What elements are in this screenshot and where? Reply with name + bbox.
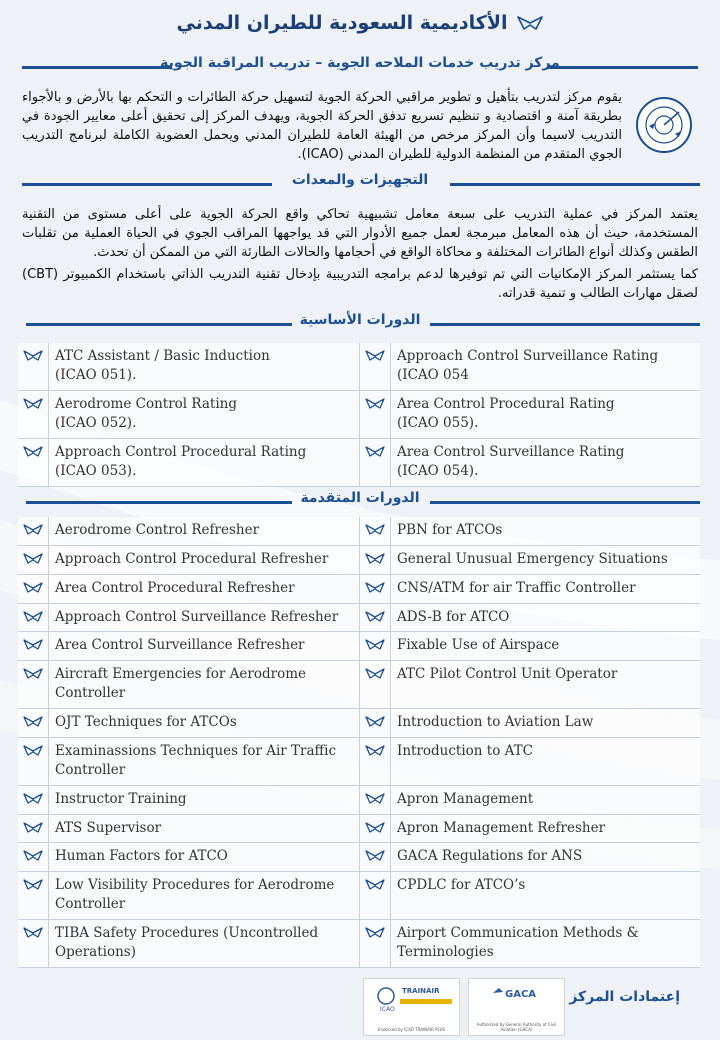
course-cell [359, 843, 700, 871]
course-name: General Unusual Emergency Situations [390, 546, 700, 574]
course-icon [18, 920, 48, 967]
course-name: Examinassions Techniques for Air Traffic Controller [48, 738, 359, 785]
accreditation-label: إعتمادات المركز [569, 989, 680, 1005]
course-icon [18, 815, 48, 842]
course-name: ATC Pilot Control Unit Operator [390, 661, 700, 708]
course-icon [18, 843, 48, 871]
course-cell [18, 632, 359, 660]
course-name: Apron Management [390, 786, 700, 814]
course-icon [18, 439, 48, 486]
course-icon [18, 343, 48, 390]
course-icon [18, 661, 48, 708]
course-name: CPDLC for ATCO’s [390, 872, 700, 919]
footer [0, 975, 720, 1035]
equipment-section-header [0, 172, 720, 196]
course-name: Area Control Procedural Rating (ICAO 055). [390, 391, 700, 438]
aircraft-icon [516, 13, 544, 33]
course-name: Approach Control Procedural Rating (ICAO 053). [48, 439, 359, 486]
course-cell [18, 920, 359, 967]
trainair-emblem-icon [364, 979, 459, 1019]
table-row [18, 920, 700, 968]
trainair-label: TRAINAIR [402, 987, 440, 995]
course-icon [360, 786, 390, 814]
table-row [18, 604, 700, 632]
course-name: Low Visibility Procedures for Aerodrome Controller [48, 872, 359, 919]
table-row [18, 709, 700, 738]
course-cell [359, 920, 700, 967]
course-name: Area Control Procedural Refresher [48, 575, 359, 603]
course-icon [18, 738, 48, 785]
course-name: Introduction to Aviation Law [390, 709, 700, 737]
equipment-paragraph-1: يعتمد المركز في عملية التدريب على سبعة معامل تشبيهية تحاكي واقع الحركة الجوية على أعلى مستوى من التقنية المستخدمة، حيث أن هذه المعامل مبرمجة لعمل جميع الأدوار التي قد يواجهها المراقب الجوي في الحياة العملية من تقلبات الطقس وكذلك أنواع الطائرات المختلفة و محاكاة الواقع في أحجامها والحالات الطارئة التي من الممكن أن تحدث. [22, 207, 698, 260]
basic-courses-heading: الدورات الأساسية [299, 312, 421, 328]
course-cell [359, 439, 700, 486]
gaca-logo [468, 978, 565, 1036]
center-intro: يقوم مركز لتدريب بتأهيل و تطوير مراقبي الحركة الجوية لتسهيل حركة الطائرات و التحكم بها بالأرض و بالأجواء بطريقة آمنة و اقتصادية و تنظيم تسريع تدفق الحركة الجوية، ويهدف المركز إلى تحقيق أعلى معايير الجودة في التدريب لاسيما وأن المركز مرخص من الهيئة العامة للطيران المدني ويحمل العضوية الكاملة لبرنامج التدريب الجوي المتقدم من المنظمة الدولية للطيران المدني (ICAO). [22, 90, 622, 162]
table-row [18, 661, 700, 709]
page-title: الأكاديمية السعودية للطيران المدني [176, 12, 508, 34]
course-cell [18, 661, 359, 708]
course-icon [18, 604, 48, 631]
course-icon [18, 709, 48, 737]
course-cell [359, 546, 700, 574]
course-cell [18, 546, 359, 574]
course-icon [360, 709, 390, 737]
course-icon [360, 343, 390, 390]
course-cell [359, 872, 700, 919]
icao-label: ICAO [380, 1006, 395, 1013]
course-name: Approach Control Procedural Refresher [48, 546, 359, 574]
course-icon [360, 439, 390, 486]
course-icon [18, 517, 48, 545]
course-icon [18, 632, 48, 660]
course-name: Airport Communication Methods & Terminologies [390, 920, 700, 967]
center-heading: مركز تدريب خدمات الملاحه الجوية – تدريب المراقبة الجوية [160, 55, 560, 71]
table-row [18, 575, 700, 604]
course-name: CNS/ATM for air Traffic Controller [390, 575, 700, 603]
table-row [18, 391, 700, 439]
course-name: TIBA Safety Procedures (Uncontrolled Operations) [48, 920, 359, 967]
course-icon [18, 786, 48, 814]
table-row [18, 872, 700, 920]
table-row [18, 843, 700, 872]
table-row [18, 517, 700, 546]
course-cell [359, 604, 700, 631]
trainair-logo [363, 978, 460, 1036]
course-name: PBN for ATCOs [390, 517, 700, 545]
course-cell [18, 815, 359, 842]
equipment-heading: التجهيزات والمعدات [291, 172, 429, 188]
course-cell [18, 517, 359, 545]
course-name: ADS-B for ATCO [390, 604, 700, 631]
course-name: Fixable Use of Airspace [390, 632, 700, 660]
course-cell [18, 604, 359, 631]
course-icon [360, 738, 390, 785]
course-icon [360, 872, 390, 919]
course-cell [359, 343, 700, 390]
course-cell [18, 391, 359, 438]
course-name: Approach Control Surveillance Rating (ICAO 054 [390, 343, 700, 390]
course-cell [359, 786, 700, 814]
course-icon [360, 604, 390, 631]
course-cell [359, 815, 700, 842]
basic-courses-header [0, 312, 720, 336]
course-name: OJT Techniques for ATCOs [48, 709, 359, 737]
table-row [18, 632, 700, 661]
gaca-label: GACA [505, 989, 537, 1000]
course-cell [359, 391, 700, 438]
advanced-courses-heading: الدورات المتقدمة [300, 490, 420, 506]
course-cell [359, 709, 700, 737]
course-icon [360, 661, 390, 708]
course-name: Aerodrome Control Rating (ICAO 052). [48, 391, 359, 438]
course-cell [18, 343, 359, 390]
course-icon [360, 391, 390, 438]
course-cell [359, 575, 700, 603]
course-icon [360, 920, 390, 967]
course-icon [18, 391, 48, 438]
table-row [18, 738, 700, 786]
course-cell [359, 738, 700, 785]
course-cell [359, 517, 700, 545]
advanced-courses-header [0, 490, 720, 514]
table-row [18, 815, 700, 843]
radar-icon [635, 96, 693, 154]
equipment-paragraph-2: كما يستثمر المركز الإمكانيات التي تم توفيرها لدعم برامجه التدريبية بإدخال تقنية التدريب الذاتي باستخدام الكمبيوتر (CBT) لصقل مهارات الطالب و تنمية قدراته. [22, 267, 698, 301]
course-cell [18, 738, 359, 785]
course-icon [18, 546, 48, 574]
gaca-caption: Authorized by General Authority of Civil Aviation (GACA) [476, 1022, 557, 1032]
course-name: Area Control Surveillance Refresher [48, 632, 359, 660]
course-name: Aerodrome Control Refresher [48, 517, 359, 545]
center-section-header [0, 55, 720, 79]
course-name: Approach Control Surveillance Refresher [48, 604, 359, 631]
course-name: GACA Regulations for ANS [390, 843, 700, 871]
course-cell [18, 843, 359, 871]
course-icon [360, 517, 390, 545]
course-name: Apron Management Refresher [390, 815, 700, 842]
course-cell [18, 439, 359, 486]
course-cell [18, 872, 359, 919]
trainair-caption: Endorsed by ICAO TRAINAIR PLUS [377, 1027, 446, 1032]
course-icon [360, 632, 390, 660]
course-cell [18, 786, 359, 814]
table-row [18, 546, 700, 575]
course-cell [359, 661, 700, 708]
table-row [18, 343, 700, 391]
course-cell [359, 632, 700, 660]
course-icon [18, 575, 48, 603]
course-icon [360, 815, 390, 842]
course-icon [360, 575, 390, 603]
course-cell [18, 575, 359, 603]
course-icon [360, 843, 390, 871]
course-name: Human Factors for ATCO [48, 843, 359, 871]
course-name: ATS Supervisor [48, 815, 359, 842]
course-cell [18, 709, 359, 737]
course-name: ATC Assistant / Basic Induction (ICAO 051). [48, 343, 359, 390]
table-row [18, 786, 700, 815]
title-row [0, 8, 720, 38]
course-icon [18, 872, 48, 919]
course-name: Instructor Training [48, 786, 359, 814]
course-name: Aircraft Emergencies for Aerodrome Controller [48, 661, 359, 708]
course-name: Area Control Surveillance Rating (ICAO 054). [390, 439, 700, 486]
table-row [18, 439, 700, 487]
course-name: Introduction to ATC [390, 738, 700, 785]
course-icon [360, 546, 390, 574]
